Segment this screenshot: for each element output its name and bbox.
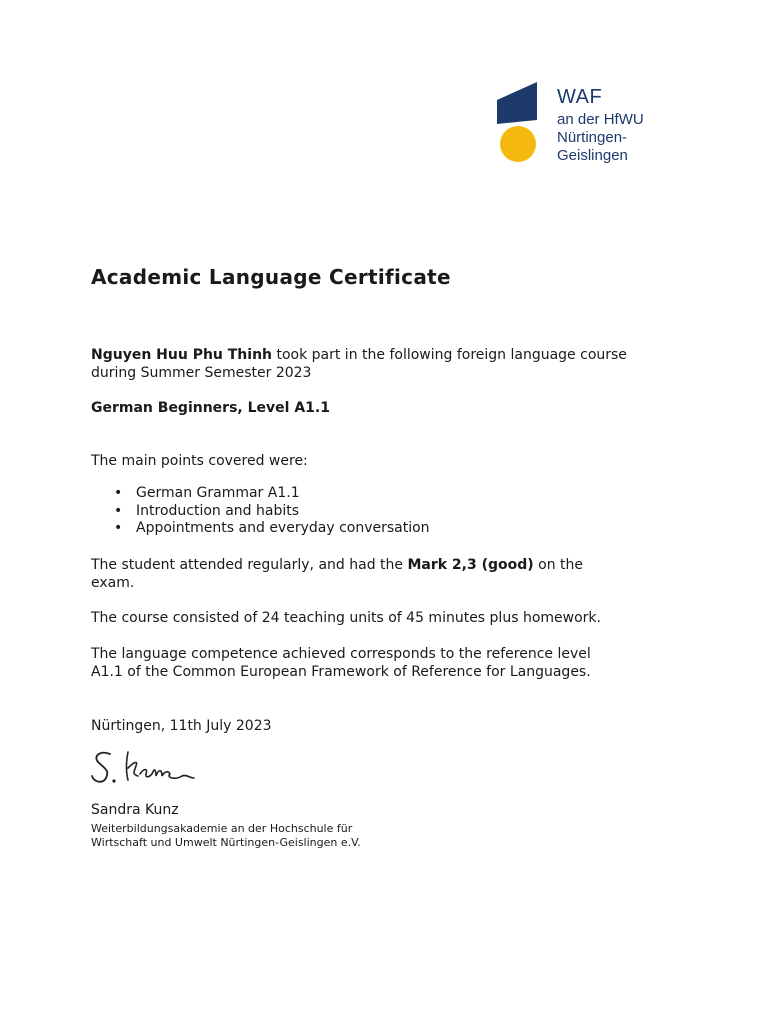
org-line2: Wirtschaft und Umwelt Nürtingen-Geislingen e.V. (91, 836, 361, 849)
intro-paragraph (91, 346, 651, 382)
points-heading: The main points covered were: (91, 453, 308, 469)
competence-paragraph (91, 645, 651, 681)
attendance-text: The student attended regularly, and had the (91, 557, 408, 573)
points-list (91, 485, 430, 538)
handwritten-signature (90, 748, 200, 788)
student-name: Nguyen Huu Phu Thinh (91, 347, 273, 363)
signer-name: Sandra Kunz (91, 802, 179, 818)
org-line1: Weiterbildungsakademie an der Hochschule für (91, 822, 353, 835)
units-paragraph: The course consisted of 24 teaching units of 45 minutes plus homework. (91, 610, 601, 626)
certificate-title: Academic Language Certificate (91, 265, 451, 289)
intro-text-line2: during Summer Semester 2023 (91, 365, 312, 381)
attendance-paragraph (91, 556, 651, 592)
place-date: Nürtingen, 11th July 2023 (91, 718, 272, 734)
list-item: • Appointments and everyday conversation (91, 520, 430, 538)
course-name: German Beginners, Level A1.1 (91, 400, 330, 416)
logo-mark-icon (497, 82, 547, 164)
logo-line-location: Nürtingen-Geislingen (557, 129, 628, 164)
list-item: • German Grammar A1.1 (91, 485, 430, 503)
competence-line1: The language competence achieved corresponds to the reference level (91, 646, 591, 662)
logo-line-hfwu: an der HfWU (557, 111, 644, 128)
attendance-text-end: on the (533, 557, 584, 573)
intro-text-line1: took part in the following foreign language course (272, 347, 627, 363)
competence-line2: A1.1 of the Common European Framework of Reference for Languages. (91, 664, 591, 680)
signer-organization (91, 822, 361, 850)
logo-text (557, 86, 697, 164)
logo-line-waf: WAF (557, 86, 603, 108)
mark-value: Mark 2,3 (good) (407, 557, 534, 573)
attendance-text-line2: exam. (91, 575, 135, 591)
list-item: • Introduction and habits (91, 503, 430, 521)
institution-logo (497, 82, 697, 164)
